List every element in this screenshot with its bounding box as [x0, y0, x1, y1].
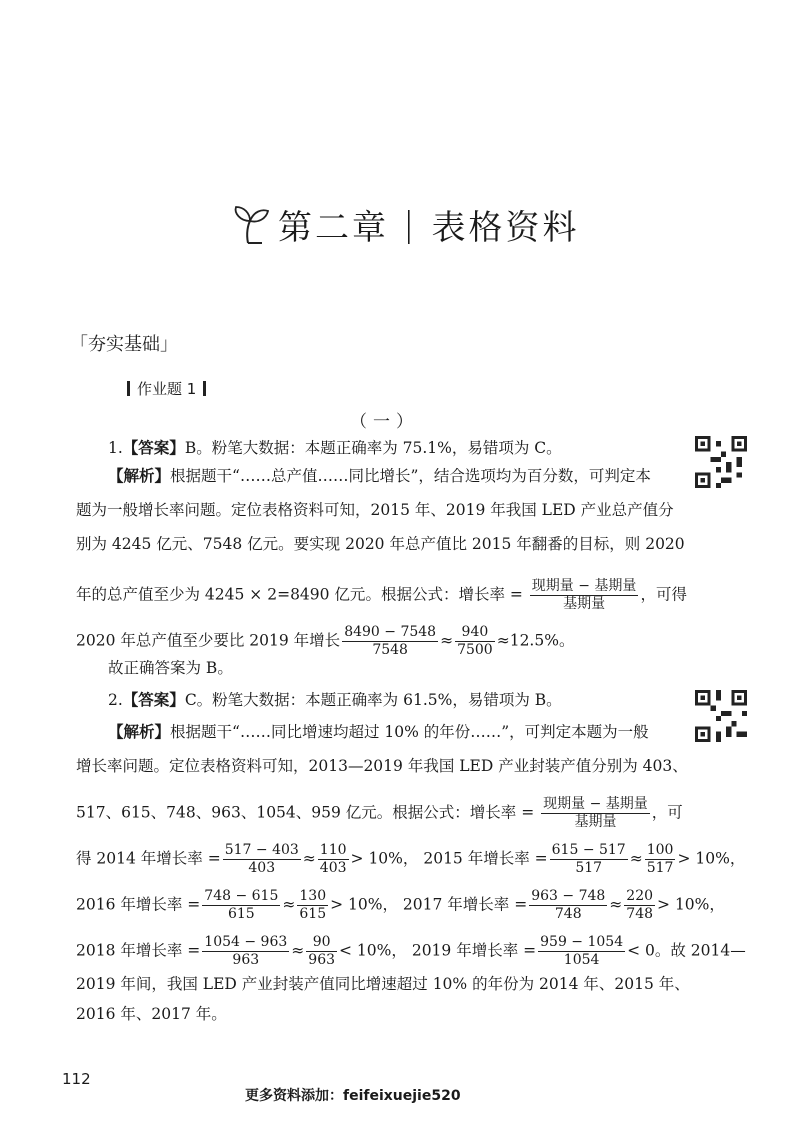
comparison: < 0。故 2014—	[627, 941, 746, 960]
approx-sign: ≈	[282, 895, 296, 914]
fraction-num: 130	[299, 888, 327, 904]
page-number: 112	[62, 1070, 91, 1088]
q1-analysis-line-4	[76, 578, 687, 613]
comparison: > 10%，	[677, 849, 746, 868]
q1-text-5a: 2020 年总产值至少要比 2019 年增长	[76, 631, 341, 650]
q2-analysis-line-7: 2019 年间，我国 LED 产业封装产值同比增速超过 10% 的年份为 2014 年、2015 年、	[76, 975, 690, 993]
approx-sign: ≈	[291, 941, 305, 960]
fraction-num: 220	[626, 888, 654, 904]
homework-title	[120, 378, 213, 399]
q2-answer-text: C。粉笔大数据：本题正确率为 61.5%，易错项为 B。	[184, 691, 562, 709]
fraction-num: 615 − 517	[551, 842, 626, 858]
fraction-num: 959 − 1054	[540, 934, 624, 950]
chapter-title: 表格资料	[431, 208, 580, 248]
q1-text-5b: ≈12.5%。	[496, 631, 575, 650]
fraction-den: 748	[554, 906, 582, 922]
fraction-den: 963	[232, 952, 260, 968]
rate-2017-fraction	[529, 888, 607, 923]
formula-numerator: 现期量 − 基期量	[531, 578, 637, 594]
q2-answer-tag: 【答案】	[122, 690, 185, 709]
rate-2019-fraction	[538, 934, 625, 969]
chapter-separator: |	[403, 204, 418, 245]
bar-right-icon	[203, 381, 206, 396]
approx-sign: ≈	[629, 849, 643, 868]
fraction-den: 615	[227, 906, 255, 922]
chapter-label: 第二章	[278, 208, 389, 248]
rate-2014-fraction	[223, 842, 301, 877]
fraction-num: 100	[646, 842, 674, 858]
rate-2017-label: 2017 年增长率 =	[402, 895, 528, 914]
fraction-den: 517	[575, 860, 603, 876]
fraction-den: 1054	[563, 952, 600, 968]
q1-fraction-2-den: 7500	[457, 642, 493, 658]
rate-2016-label: 2016 年增长率 =	[76, 895, 201, 914]
rate-2014-label: 得 2014 年增长率 =	[76, 849, 221, 868]
q1-fraction-2-num: 940	[455, 624, 495, 642]
section-open-bracket: 「	[70, 334, 88, 355]
q2-analysis-line-8: 2016 年、2017 年。	[76, 1005, 227, 1023]
q2-answer-line	[108, 690, 708, 710]
q1-analysis-line-1	[108, 466, 708, 486]
q2-rate-line-2014-2015	[76, 842, 746, 877]
approx-sign: ≈	[609, 895, 623, 914]
fraction-num: 748 − 615	[204, 888, 279, 904]
q2-rate-line-2018-2019	[76, 934, 746, 969]
rate-2018-approx-fraction	[306, 934, 337, 969]
homework-title-text: 作业题 1	[137, 380, 197, 398]
fraction-den: 403	[248, 860, 276, 876]
q1-answer-text: B。粉笔大数据：本题正确率为 75.1%，易错项为 C。	[184, 439, 562, 457]
comparison: > 10%，	[330, 895, 398, 914]
section-close-bracket: 」	[160, 334, 178, 355]
rate-2016-fraction	[202, 888, 280, 923]
q2-text-3a: 517、615、748、963、1054、959 亿元。根据公式：增长率 =	[76, 803, 535, 822]
formula-numerator: 现期量 − 基期量	[543, 796, 648, 812]
q1-number: 1.	[108, 439, 123, 457]
bar-left-icon	[127, 381, 130, 396]
formula-denominator: 基期量	[574, 814, 617, 830]
fraction-den: 963	[308, 952, 336, 968]
fraction-den: 517	[646, 860, 674, 876]
q1-analysis-line-3: 别为 4245 亿元、7548 亿元。要实现 2020 年总产值比 2015 年翻番的目标，则 2020	[76, 535, 685, 553]
q2-analysis-line-1	[108, 722, 708, 742]
part-label: （一）	[350, 412, 419, 432]
q1-analysis-text-1: 根据题干“……总产值……同比增长”，结合选项均为百分数，可判定本	[170, 467, 651, 485]
q1-fraction-1-den: 7548	[372, 642, 408, 658]
rate-2019-label: 2019 年增长率 =	[411, 941, 537, 960]
fraction-den: 748	[626, 906, 654, 922]
q1-answer-line	[108, 438, 708, 458]
q2-analysis-text-1: 根据题干“……同比增速均超过 10% 的年份……”，可判定本题为一般	[170, 723, 649, 741]
q1-fraction-1	[342, 624, 438, 659]
growth-rate-formula	[530, 578, 639, 613]
rate-2017-approx-fraction	[624, 888, 655, 923]
rate-2015-label: 2015 年增长率 =	[423, 849, 548, 868]
formula-denominator: 基期量	[563, 596, 606, 612]
q2-analysis-line-2: 增长率问题。定位表格资料可知，2013—2019 年我国 LED 产业封装产值分别为 403、	[76, 757, 688, 775]
rate-2015-fraction	[550, 842, 628, 877]
q1-fraction-1-num: 8490 − 7548	[344, 624, 437, 640]
fraction-num: 517 − 403	[224, 842, 299, 858]
q2-number: 2.	[108, 691, 123, 709]
q1-analysis-line-2: 题为一般增长率问题。定位表格资料可知，2015 年、2019 年我国 LED 产业总产值分	[76, 501, 674, 519]
section-title-text: 夯实基础	[88, 334, 160, 355]
approx-sign: ≈	[302, 849, 316, 868]
q1-analysis-tag: 【解析】	[108, 466, 171, 485]
q1-analysis-line-5	[76, 624, 676, 659]
q1-fraction-2	[455, 624, 495, 659]
sprout-icon	[228, 203, 272, 247]
q2-text-3b: ，可	[651, 803, 683, 822]
rate-2018-fraction	[202, 934, 289, 969]
fraction-den: 615	[299, 906, 327, 922]
footer-note: 更多资料添加：feifeixuejie520	[245, 1088, 461, 1104]
q2-analysis-line-3	[76, 796, 683, 831]
q1-text-4b: ，可得	[640, 585, 687, 604]
section-title	[70, 330, 178, 356]
fraction-num: 963 − 748	[531, 888, 606, 904]
chapter-heading	[228, 200, 579, 249]
rate-2016-approx-fraction	[297, 888, 328, 923]
q1-conclusion: 故正确答案为 B。	[108, 659, 233, 677]
rate-2014-approx-fraction	[318, 842, 349, 877]
fraction-num: 90	[306, 934, 337, 952]
comparison: < 10%，	[339, 941, 407, 960]
q1-text-4a: 年的总产值至少为 4245 × 2=8490 亿元。根据公式：增长率 =	[76, 585, 523, 604]
comparison: > 10%，	[657, 895, 725, 914]
fraction-den: 403	[319, 860, 347, 876]
q2-analysis-tag: 【解析】	[108, 722, 171, 741]
q1-answer-tag: 【答案】	[122, 438, 185, 457]
fraction-num: 1054 − 963	[204, 934, 288, 950]
rate-2015-approx-fraction	[645, 842, 676, 877]
comparison: > 10%，	[350, 849, 419, 868]
q1-approx: ≈	[440, 631, 454, 650]
q2-rate-line-2016-2017	[76, 888, 725, 923]
fraction-num: 110	[319, 842, 347, 858]
rate-2018-label: 2018 年增长率 =	[76, 941, 201, 960]
growth-rate-formula	[541, 796, 650, 831]
